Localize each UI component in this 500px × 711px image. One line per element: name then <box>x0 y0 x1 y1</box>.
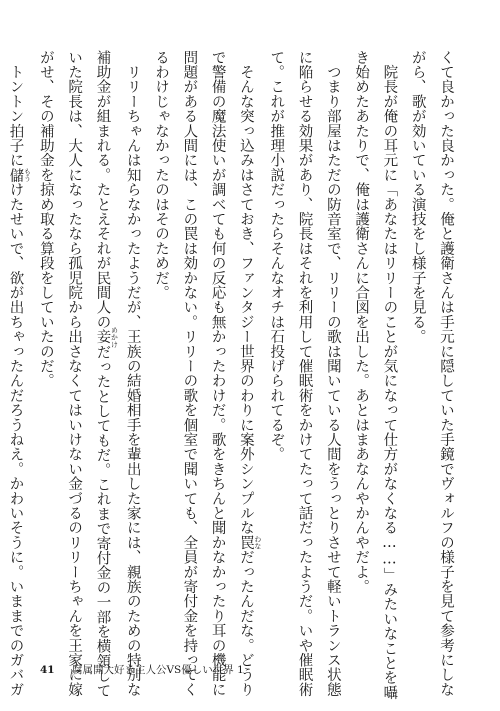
ruby-annotation: 儲 もう <box>7 167 32 183</box>
text-line: そんな突っ込みはさておき、ファンタジー世界のわりに案外シンプルな罠 わなだったんだな。どうり <box>237 50 262 697</box>
text-line: がせ、その補助金を掠め取る算段をしていたのだ。 <box>37 50 54 389</box>
text-line: トントン拍子に儲 もうけたせいで、欲が出ちゃったんだろうねえ。かわいそうに。いままでのガバガ <box>7 50 32 697</box>
text-line: に陥らせる効果があり、院長はそれを利用して催眠術をかけてたって話だったようだ。いや催眠術 <box>296 50 313 697</box>
book-title: 腐属開大好き主人公VS優しい世界 1 <box>71 664 244 676</box>
text-line: がら、歌が効いている演技をし様子を見る。 <box>409 50 426 344</box>
text-line: 問題がある人間には、この罠は効かない。リリーの歌を個室で聞いても、全員が寄付金を持ってく <box>181 50 198 697</box>
text-line: 補助金が組まれる。たとえそれが民間人の妾 めかけだったとしてもだ。これまで寄付金の一部を横領して <box>94 50 119 698</box>
ruby-reading: わな <box>253 535 262 550</box>
ruby-reading: めかけ <box>110 326 119 348</box>
text-line: 院長が俺の耳元に「あなたはリリーのことが気になって仕方がなくなる……」みたいなことを囁 <box>381 50 398 700</box>
text-line: くて良かった良かった。俺と護衛さんは手元に隠していた手鏡でヴォルフの様子を見て参考にしな <box>438 50 454 697</box>
text-line: き始めたあたりで、俺は護衛さんに合図を出した。あとはまあなんやかんやだよ。 <box>353 50 370 594</box>
text-line: いた院長は、大人になったなら孤児院から出さなくてはいけない金づるのリリーちゃんを王家に嫁 <box>66 50 83 697</box>
ruby-reading: もう <box>23 167 32 183</box>
text-line: るわけじゃなかったのはそのためだ。 <box>153 50 170 300</box>
page-footer <box>40 662 460 678</box>
text-line: リリーちゃんは知らなかったようだが、王族の結婚相手を輩出した家には、親族のための特別な <box>124 50 141 697</box>
ruby-annotation: 罠 わな <box>237 535 262 550</box>
text-line: て。これが推理小説だったらそんなオチは石投げられてるぞ。 <box>268 50 285 462</box>
ruby-annotation: 妾 めかけ <box>94 326 119 348</box>
page-number: 41 <box>40 664 55 676</box>
text-line: で警備の魔法使いが調べても何の反応も無かったわけだ。歌をきちんと聞かなかったり耳の機能に <box>209 50 226 697</box>
text-line: つまり部屋はただの防音室で、リリーの歌は聞いている人間をうっとりさせて軽いトランス状態 <box>324 50 341 697</box>
